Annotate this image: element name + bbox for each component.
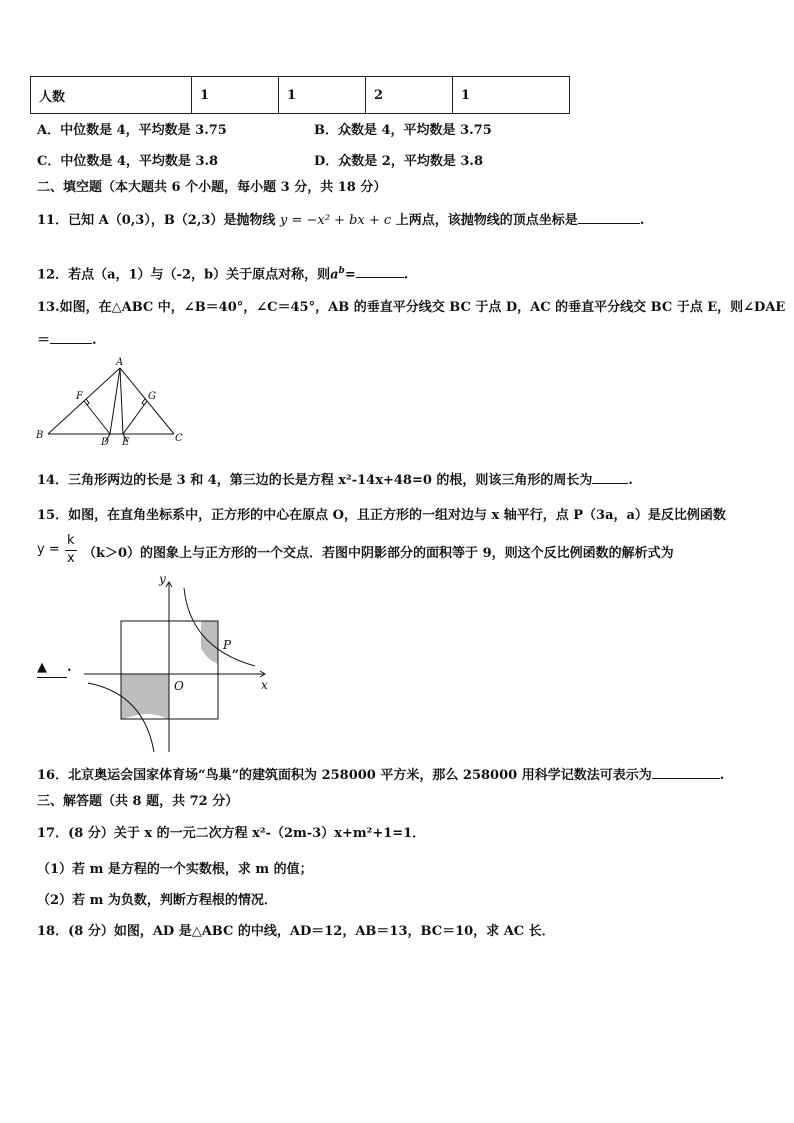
table-cell: 1 <box>279 77 366 114</box>
table-cell: 1 <box>192 77 279 114</box>
q14-end: . <box>628 473 633 488</box>
q12-exponent: b <box>338 266 345 276</box>
question-17: 17．(8 分）关于 x 的一元二次方程 x²-（2m-3）x+m²+1=1． <box>37 826 426 841</box>
q12-eq: = <box>344 267 356 283</box>
q13-end: . <box>92 333 97 348</box>
q11-formula: y = −x² + bx + c <box>279 213 392 228</box>
q15-k: k <box>67 533 75 548</box>
q15-answer-end: . <box>67 660 72 675</box>
question-15-line2 <box>37 533 757 567</box>
label-d: D <box>101 437 110 448</box>
label-y: y <box>159 572 166 586</box>
perp-bisector-ab <box>84 401 110 434</box>
label-o: O <box>174 679 184 693</box>
label-a: A <box>116 357 124 368</box>
q12-prefix: 12．若点（a，1）与（-2，b）关于原点对称，则 <box>37 267 331 283</box>
label-f: F <box>76 391 83 402</box>
q12-end: . <box>403 267 409 283</box>
answer-blank <box>578 211 640 224</box>
section-2-title: 二、填空题（本大题共 6 个小题，每小题 3 分，共 18 分） <box>37 180 387 195</box>
option-c: C．中位数是 4，平均数是 3.8 <box>37 154 219 169</box>
question-16 <box>37 766 724 785</box>
question-13-line2 <box>37 331 97 350</box>
q15-answer-mark: ▲ <box>37 659 67 678</box>
option-b: B．众数是 4，平均数是 3.75 <box>314 123 492 138</box>
answer-blank <box>50 331 92 344</box>
table-row <box>31 77 570 114</box>
q15-x: x <box>67 551 75 566</box>
q15-line2-rest: （k＞0）的图象上与正方形的一个交点．若图中阴影部分的面积等于 9，则这个反比例函数的解析式为 <box>83 546 674 561</box>
table-cell: 2 <box>366 77 453 114</box>
question-18: 18．(8 分）如图，AD 是△ABC 的中线，AD＝12，AB＝13，BC＝10，求 AC 长． <box>37 924 555 939</box>
q11-end: . <box>639 213 645 228</box>
q16-end: . <box>719 768 725 783</box>
q13-eq: ＝ <box>37 333 51 348</box>
question-13-line1: 13.如图，在△ABC 中，∠B＝40°，∠C＝45°，AB 的垂直平分线交 BC 于点 D，AC 的垂直平分线交 BC 于点 E，则∠DAE <box>37 300 786 315</box>
q16-text: 16．北京奥运会国家体育场“鸟巢”的建筑面积为 258000 平方米，那么 258000 用科学记数法可表示为 <box>37 768 652 783</box>
question-14 <box>37 471 633 490</box>
segment-ae <box>120 368 123 434</box>
q11-suffix: 上两点，该抛物线的顶点坐标是 <box>395 213 578 228</box>
hyperbola-branch-1 <box>184 588 255 666</box>
q15-y-eq: y = <box>37 542 60 557</box>
question-17-part2: （2）若 m 为负数，判断方程根的情况． <box>37 893 277 908</box>
triangle-figure <box>34 356 194 448</box>
label-p: P <box>223 638 232 652</box>
table-header-cell: 人数 <box>31 77 192 114</box>
label-b: B <box>36 430 44 441</box>
option-a: A．中位数是 4，平均数是 3.75 <box>37 123 227 138</box>
question-15-line1: 15．如图，在直角坐标系中，正方形的中心在原点 O，且正方形的一组对边与 x 轴平行，点 P（3a，a）是反比例函数 <box>37 508 726 523</box>
q14-text: 14．三角形两边的长是 3 和 4，第三边的长是方程 x²-14x+48=0 的根，则该三角形的周长为 <box>37 473 593 488</box>
option-d: D．众数是 2，平均数是 3.8 <box>314 154 483 169</box>
question-15-answer <box>37 659 72 678</box>
section-3-title: 三、解答题（共 8 题，共 72 分） <box>37 794 239 809</box>
question-11 <box>37 211 644 230</box>
answer-blank <box>592 471 628 484</box>
segment-ad <box>110 368 120 434</box>
shaded-region-lower <box>121 674 169 720</box>
label-x: x <box>261 678 268 692</box>
table-cell: 1 <box>453 77 570 114</box>
q12-base: a <box>330 267 339 283</box>
hyperbola-figure <box>80 570 280 756</box>
label-g: G <box>148 391 156 402</box>
label-c: C <box>175 433 183 444</box>
label-e: E <box>122 437 130 448</box>
q11-prefix: 11．已知 A（0,3），B（2,3）是抛物线 <box>37 213 276 228</box>
question-17-part1: （1）若 m 是方程的一个实数根，求 m 的值； <box>37 862 313 877</box>
answer-blank <box>652 766 720 779</box>
question-12 <box>37 262 408 284</box>
data-table <box>30 76 570 114</box>
answer-blank <box>356 265 404 278</box>
perp-bisector-ac <box>123 401 147 434</box>
